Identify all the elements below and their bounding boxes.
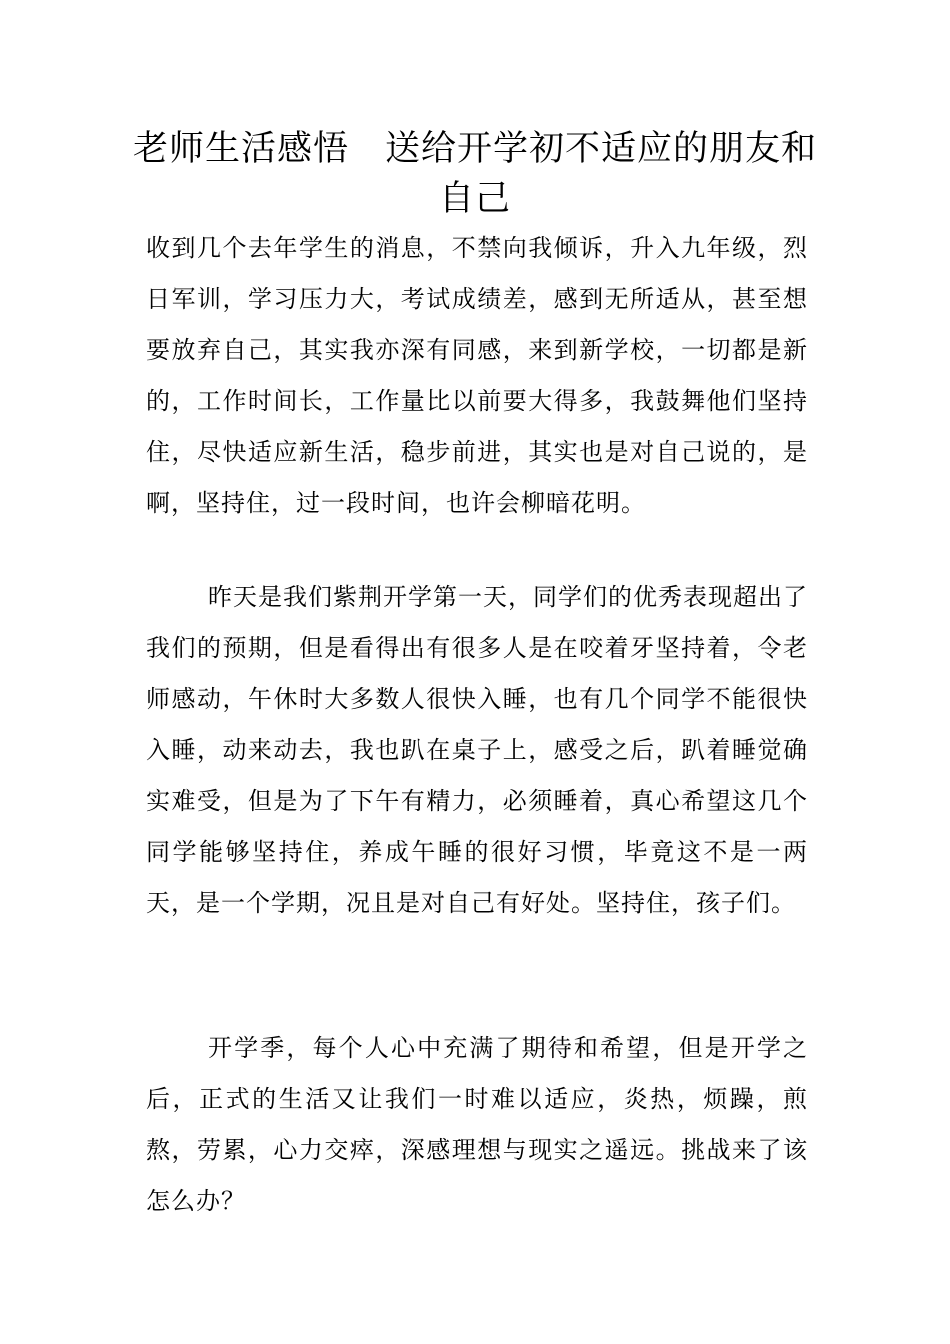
document-title: 老师生活感悟 送给开学初不适应的朋友和自己 — [132, 129, 817, 219]
paragraph-1: 收到几个去年学生的消息，不禁向我倾诉，升入九年级，烈日军训，学习压力大，考试成绩差，感到无所适从，甚至想要放弃自己，其实我亦深有同感，来到新学校，一切都是新的，工作时间长，工作量比以前要大得多，我鼓舞他们坚持住，尽快适应新生活，稳步前进，其实也是对自己说的，是啊，坚持住，过一段时间，也许会柳暗花明。 — [146, 234, 808, 517]
paragraph-2: 昨天是我们紫荆开学第一天，同学们的优秀表现超出了我们的预期，但是看得出有很多人是在咬着牙坚持着，令老师感动，午休时大多数人很快入睡，也有几个同学不能很快入睡，动来动去，我也趴在桌子上，感受之后，趴着睡觉确实难受，但是为了下午有精力，必须睡着，真心希望这几个同学能够坚持住，养成午睡的很好习惯，毕竟这不是一两天，是一个学期，况且是对自己有好处。坚持住，孩子们。 — [146, 583, 808, 917]
paragraph-3: 开学季，每个人心中充满了期待和希望，但是开学之后，正式的生活又让我们一时难以适应，炎热，烦躁，煎熬，劳累，心力交瘁，深感理想与现实之遥远。挑战来了该怎么办？ — [146, 1034, 808, 1215]
